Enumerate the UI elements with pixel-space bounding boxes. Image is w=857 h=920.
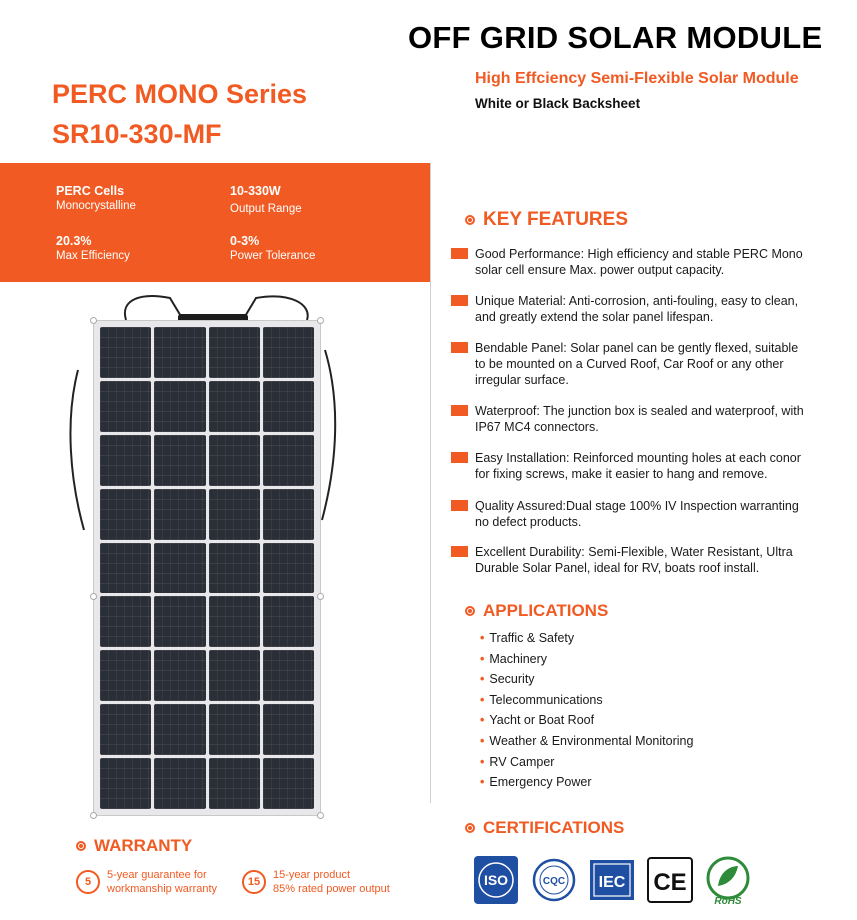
spec-band: [0, 163, 430, 282]
solar-cell: [209, 543, 260, 594]
solar-cell: [154, 543, 205, 594]
ce-text: CE: [653, 869, 687, 896]
feature-text: solar cell ensure Max. power output capacity.: [475, 263, 725, 277]
feature-item: [451, 450, 836, 498]
mounting-hole: [317, 812, 324, 819]
bullet-icon: •: [480, 754, 485, 769]
bullet-icon: •: [480, 651, 485, 666]
list-item: [480, 752, 693, 773]
feature-text: and greatly extend the solar panel lifespan.: [475, 310, 714, 324]
iso-text: ISO: [483, 872, 509, 888]
solar-cell: [263, 543, 314, 594]
warranty-line: 5-year guarantee for: [107, 869, 207, 881]
square-bullet-icon: [451, 405, 468, 416]
list-item: [480, 772, 693, 793]
list-item: [480, 731, 693, 752]
cell-grid: [100, 327, 314, 809]
spec-label: Power Tolerance: [230, 250, 316, 262]
solar-cell: [209, 489, 260, 540]
warranty-line: 85% rated power output: [273, 883, 390, 895]
list-item: [480, 649, 693, 670]
solar-cell: [209, 704, 260, 755]
bullet-icon: •: [480, 775, 485, 790]
warranty-text: [107, 868, 217, 896]
cqc-logo-icon: [530, 852, 578, 908]
feature-text: Unique Material: Anti-corrosion, anti-fouling, easy to clean,: [475, 294, 799, 308]
list-item: [480, 669, 693, 690]
solar-cell: [209, 435, 260, 486]
warranty-item: [76, 868, 217, 896]
application-text: Machinery: [489, 651, 548, 666]
solar-cell: [100, 489, 151, 540]
square-bullet-icon: [451, 452, 468, 463]
solar-cell: [100, 596, 151, 647]
subtitle: High Effciency Semi-Flexible Solar Module: [475, 70, 799, 87]
warranty-years-icon: 5: [76, 870, 100, 894]
solar-cell: [100, 704, 151, 755]
bullet-icon: •: [480, 713, 485, 728]
applications-title: APPLICATIONS: [483, 601, 609, 620]
solar-cell: [100, 543, 151, 594]
feature-text: Good Performance: High efficiency and stable PERC Mono: [475, 247, 803, 261]
cqc-text: CQC: [542, 876, 566, 887]
warranty-text: [273, 868, 390, 896]
solar-cell: [100, 381, 151, 432]
feature-item: [451, 403, 836, 450]
warranty-years-icon: 15: [242, 870, 266, 894]
series-name: PERC MONO Series: [52, 79, 308, 109]
applications-heading: [465, 601, 608, 621]
solar-cell: [154, 758, 205, 809]
spec-label: Max Efficiency: [56, 250, 130, 262]
certifications-heading: [465, 818, 624, 838]
solar-cell: [154, 327, 205, 378]
solar-cell: [209, 650, 260, 701]
warranty-heading: [76, 836, 192, 856]
solar-cell: [263, 596, 314, 647]
feature-text: IP67 MC4 connectors.: [475, 420, 599, 434]
feature-item: [451, 246, 836, 293]
feature-text: Easy Installation: Reinforced mounting holes at each conor: [475, 451, 801, 465]
solar-cell: [209, 596, 260, 647]
square-bullet-icon: [451, 342, 468, 353]
list-item: [480, 690, 693, 711]
spec-value: 0-3%: [230, 234, 260, 248]
solar-cell: [100, 650, 151, 701]
solar-cell: [263, 327, 314, 378]
application-text: Telecommunications: [489, 692, 603, 707]
feature-text: to be mounted on a Curved Roof, Car Roof or any other: [475, 357, 784, 371]
application-text: Traffic & Safety: [489, 631, 575, 645]
mounting-hole: [317, 593, 324, 600]
bullet-icon: [465, 823, 475, 833]
square-bullet-icon: [451, 295, 468, 306]
application-text: Weather & Environmental Monitoring: [489, 733, 694, 748]
solar-cell: [100, 327, 151, 378]
mounting-hole: [90, 812, 97, 819]
solar-cell: [209, 758, 260, 809]
warranty-line: workmanship warranty: [107, 883, 218, 895]
solar-cell: [263, 489, 314, 540]
solar-cell: [154, 596, 205, 647]
feature-item: [451, 544, 836, 591]
application-text: Emergency Power: [489, 775, 592, 790]
mounting-hole: [317, 317, 324, 324]
bullet-icon: •: [480, 733, 485, 748]
feature-item: [451, 498, 836, 544]
column-divider: [430, 163, 431, 803]
bullet-icon: [465, 606, 475, 616]
solar-cell: [154, 704, 205, 755]
solar-panel-image: [60, 290, 350, 830]
feature-text: Durable Solar Panel, ideal for RV, boats roof install.: [475, 561, 760, 575]
solar-cell: [154, 650, 205, 701]
application-list: [480, 628, 693, 793]
feature-text: Waterproof: The junction box is sealed and waterproof, with: [475, 404, 804, 418]
bullet-icon: [76, 841, 86, 851]
warranty-line: 15-year product: [273, 869, 351, 881]
bullet-icon: •: [480, 631, 485, 645]
feature-text: no defect products.: [475, 515, 582, 529]
solar-cell: [154, 381, 205, 432]
spec-tolerance: [230, 234, 315, 263]
solar-panel: [93, 320, 321, 816]
mounting-hole: [90, 317, 97, 324]
list-item: [480, 628, 693, 649]
iso-logo-icon: [472, 852, 520, 908]
spec-value: 20.3%: [56, 234, 92, 248]
list-item: [480, 710, 693, 731]
application-text: Security: [489, 672, 535, 687]
feature-list: [451, 246, 836, 591]
feature-text: Excellent Durability: Semi-Flexible, Water Resistant, Ultra: [475, 545, 793, 559]
warranty-title: WARRANTY: [94, 836, 193, 855]
feature-item: [451, 293, 836, 340]
series-title: [52, 74, 307, 154]
iec-logo-icon: [588, 852, 636, 908]
feature-text: irregular surface.: [475, 373, 569, 387]
bullet-icon: [465, 215, 475, 225]
solar-cell: [154, 489, 205, 540]
solar-cell: [100, 435, 151, 486]
spec-value: 10-330W: [230, 184, 281, 198]
bullet-icon: •: [480, 692, 485, 707]
main-title: OFF GRID SOLAR MODULE: [408, 20, 823, 55]
feature-text: Quality Assured:Dual stage 100% IV Inspection warranting: [475, 499, 799, 513]
feature-item: [451, 340, 836, 403]
spec-cells: [56, 184, 136, 213]
ce-logo-icon: [646, 852, 694, 908]
spec-efficiency: [56, 234, 130, 263]
spec-value: PERC Cells: [56, 184, 125, 198]
solar-cell: [263, 435, 314, 486]
warranty-item: [242, 868, 390, 896]
solar-cell: [263, 381, 314, 432]
mounting-hole: [90, 593, 97, 600]
rohs-logo-icon: [704, 852, 752, 908]
certifications-title: CERTIFICATIONS: [483, 818, 625, 837]
solar-cell: [154, 435, 205, 486]
spec-label: Monocrystalline: [56, 200, 136, 212]
spec-label: Output Range: [230, 203, 302, 215]
solar-cell: [263, 650, 314, 701]
solar-cell: [263, 758, 314, 809]
key-features-heading: [465, 209, 628, 231]
square-bullet-icon: [451, 500, 468, 511]
bullet-icon: •: [480, 672, 485, 687]
application-text: Yacht or Boat Roof: [489, 713, 595, 728]
key-features-title: KEY FEATURES: [483, 209, 628, 230]
rohs-text: RoHS: [714, 896, 742, 907]
backsheet-note: White or Black Backsheet: [475, 96, 641, 111]
solar-cell: [100, 758, 151, 809]
solar-cell: [209, 327, 260, 378]
solar-cell: [209, 381, 260, 432]
feature-text: Bendable Panel: Solar panel can be gently flexed, suitable: [475, 341, 799, 355]
iec-text: IEC: [598, 874, 626, 891]
square-bullet-icon: [451, 546, 468, 557]
application-text: RV Camper: [489, 754, 555, 769]
model-number: SR10-330-MF: [52, 119, 222, 149]
square-bullet-icon: [451, 248, 468, 259]
feature-text: for fixing screws, make it easier to hang and remove.: [475, 467, 768, 481]
certification-logos: [472, 852, 752, 908]
spec-output: [230, 184, 302, 216]
solar-cell: [263, 704, 314, 755]
